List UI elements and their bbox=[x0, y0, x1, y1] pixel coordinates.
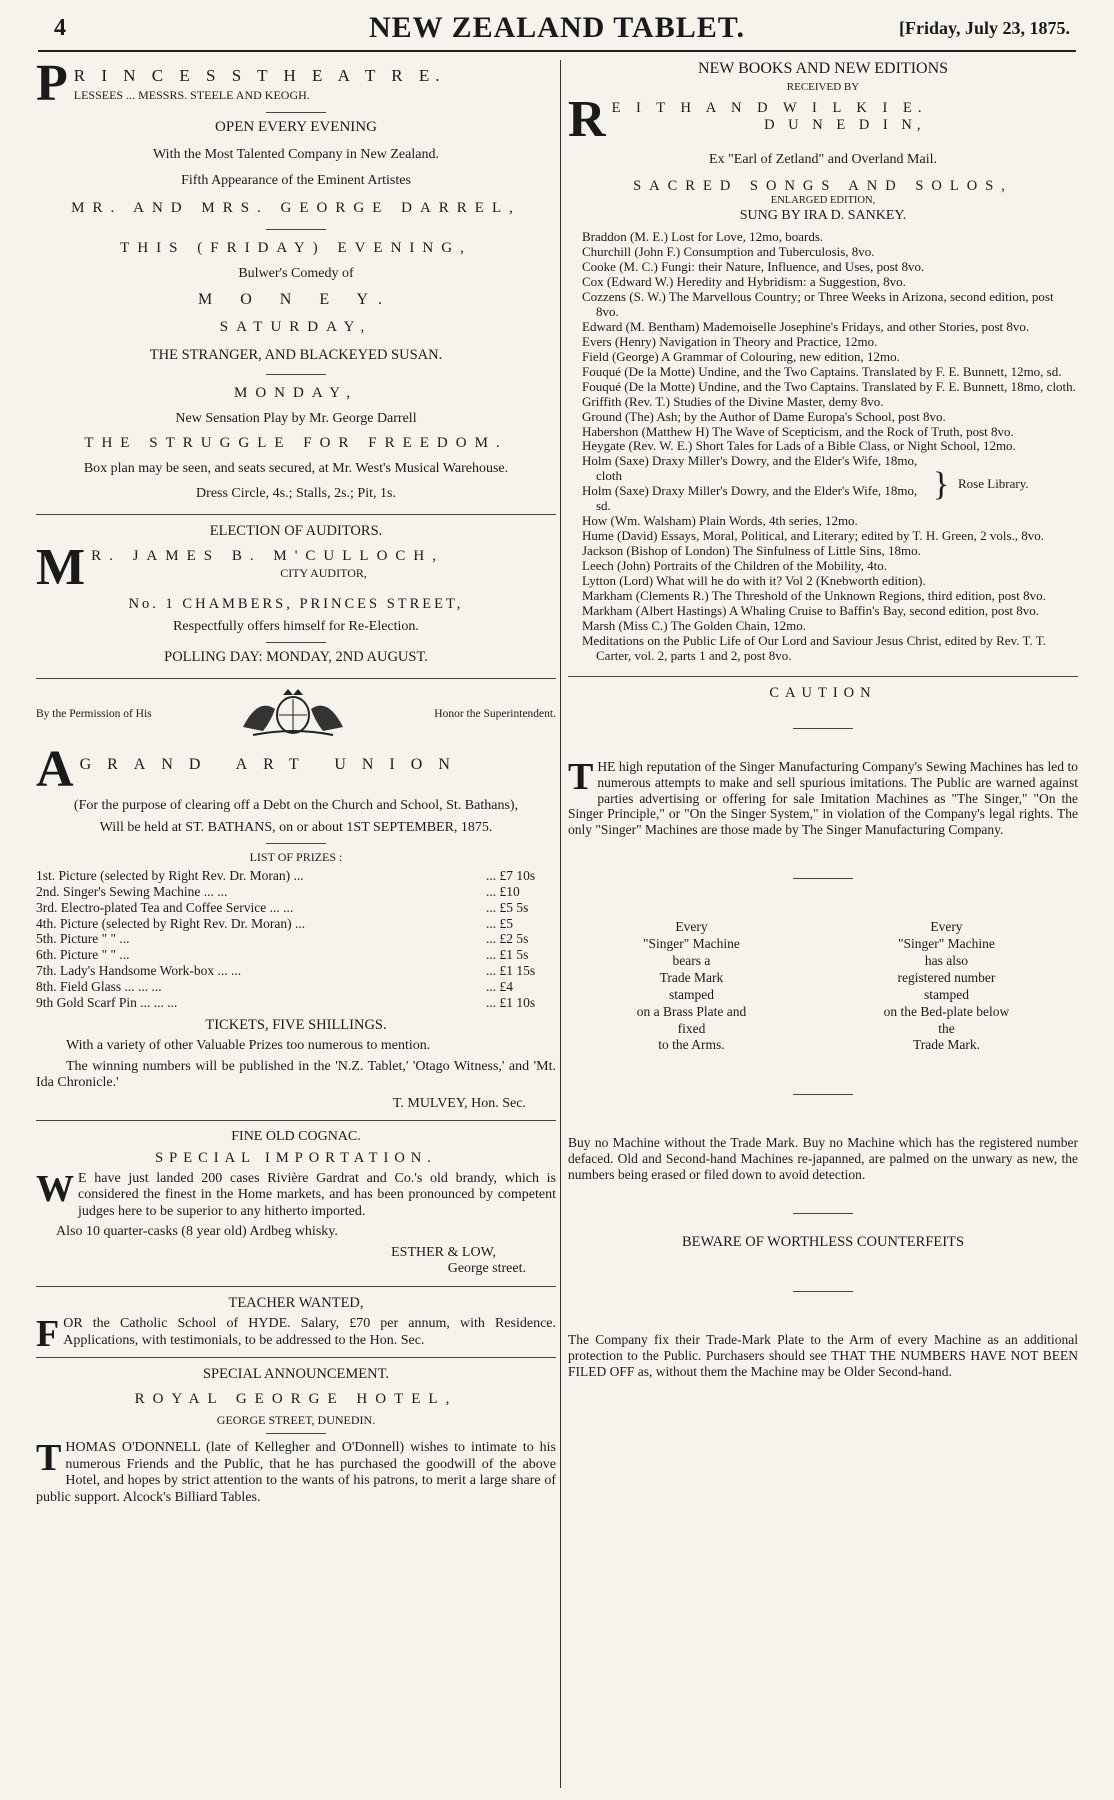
book-entry: Fouqué (De la Motte) Undine, and the Two Captains. Translated by F. E. Bunnett, 18mo, cloth. bbox=[582, 378, 1076, 394]
trade-mark-line: the bbox=[938, 1020, 955, 1036]
prize-value: ... £2 5s bbox=[486, 931, 529, 947]
money-title: M O N E Y. bbox=[197, 290, 394, 308]
books-title: NEW BOOKS AND NEW EDITIONS bbox=[697, 60, 949, 77]
prizes-variety: With a variety of other Valuable Prizes too numerous to mention. bbox=[66, 1038, 431, 1054]
prize-list bbox=[36, 868, 556, 1011]
drop-cap: T bbox=[568, 755, 594, 798]
trade-mark-line: on the Bed-plate below bbox=[883, 1003, 1010, 1019]
prize-value: ... £5 5s bbox=[486, 899, 529, 915]
column-divider bbox=[560, 60, 561, 1788]
teacher-title: TEACHER WANTED, bbox=[228, 1294, 364, 1311]
prize-row bbox=[36, 931, 556, 947]
art-union-held: Will be held at ST. BATHANS, on or about 1ST SEPTEMBER, 1875. bbox=[99, 820, 493, 836]
theatre-advert bbox=[36, 60, 556, 502]
drop-cap: F bbox=[36, 1313, 60, 1356]
drop-cap: T bbox=[36, 1437, 62, 1480]
prize-value: ... £7 10s bbox=[486, 867, 536, 883]
book-entry: Cox (Edward W.) Heredity and Hybridism: a Suggestion, 8vo. bbox=[582, 274, 906, 290]
teacher-body: OR the Catholic School of HYDE. Salary, £70 per annum, with Residence. Applications, with testimonials, to be addressed to the Hon. Sec. bbox=[63, 1316, 556, 1348]
trade-mark-line: Every bbox=[930, 919, 963, 935]
prize-name: 8th. Field Glass ... ... ... bbox=[36, 979, 162, 995]
election-advert bbox=[36, 523, 556, 666]
theatre-lessees: LESSEES ... MESSRS. STEELE AND KEOGH. bbox=[73, 88, 310, 103]
friday-evening: THIS (FRIDAY) EVENING, bbox=[120, 240, 472, 257]
rose-library-label: Rose Library. bbox=[958, 475, 1029, 491]
permission-left: By the Permission of His bbox=[36, 707, 152, 720]
artists-line: MR. AND MRS. GEORGE DARREL, bbox=[71, 199, 521, 216]
masthead bbox=[38, 6, 1076, 52]
trade-mark-line: Trade Mark. bbox=[912, 1037, 980, 1053]
book-entry: Meditations on the Public Life of Our Lord and Saviour Jesus Christ, edited by Rev. T. T. Carter, vol. 2, parts 1 and 2, post 8vo. bbox=[582, 632, 1046, 663]
stranger-line: THE STRANGER, AND BLACKEYED SUSAN. bbox=[149, 347, 443, 364]
re-election: Respectfully offers himself for Re-Election. bbox=[173, 619, 419, 635]
royal-crest-icon bbox=[233, 687, 353, 742]
teacher-advert bbox=[36, 1294, 556, 1356]
trade-mark-line: stamped bbox=[923, 986, 969, 1002]
book-entry: Edward (M. Bentham) Mademoiselle Josephine's Fridays, and other Stories, post 8vo. bbox=[582, 318, 1030, 334]
trade-mark-line: has also bbox=[924, 953, 969, 969]
prize-row bbox=[36, 916, 556, 932]
book-entry: How (Wm. Walsham) Plain Words, 4th series, 12mo. bbox=[582, 513, 858, 529]
winning-numbers: The winning numbers will be published in the 'N.Z. Tablet,' 'Otago Witness,' and 'Mt. Ida Chronicle.' bbox=[36, 1058, 556, 1091]
book-entry: Lytton (Lord) What will he do with it? Vol 2 (Knebworth edition). bbox=[582, 572, 926, 588]
book-entry: Fouqué (De la Motte) Undine, and the Two Captains. Translated by F. E. Bunnett, 12mo, sd. bbox=[582, 363, 1062, 379]
company-line: With the Most Talented Company in New Zealand. bbox=[153, 146, 439, 162]
drop-cap: W bbox=[36, 1167, 74, 1210]
art-union-title: GRAND ART UNION bbox=[79, 755, 466, 773]
book-entry: Leech (John) Portraits of the Children of the Mobility, 4to. bbox=[582, 557, 887, 573]
bookseller-name: E I T H A N D W I L K I E. bbox=[611, 99, 928, 116]
prize-value: ... £10 bbox=[486, 883, 520, 899]
prize-value: ... £5 bbox=[486, 915, 513, 931]
book-entry: Field (George) A Grammar of Colouring, new edition, 12mo. bbox=[582, 348, 900, 364]
cognac-advert bbox=[36, 1129, 556, 1278]
book-entry: Jackson (Bishop of London) The Sinfulness of Little Sins, 18mo. bbox=[582, 543, 921, 559]
book-entry: Griffith (Rev. T.) Studies of the Divine Master, demy 8vo. bbox=[582, 393, 884, 409]
book-entry: Holm (Saxe) Draxy Miller's Dowry, and the Elder's Wife, 18mo, cloth bbox=[582, 453, 918, 484]
polling-day: POLLING DAY: MONDAY, 2ND AUGUST. bbox=[164, 648, 428, 665]
prize-name: 7th. Lady's Handsome Work-box ... ... bbox=[36, 963, 242, 979]
prize-value: ... £1 5s bbox=[486, 947, 529, 963]
open-every-evening: OPEN EVERY EVENING bbox=[215, 119, 377, 135]
trade-mark-line: "Singer" Machine bbox=[898, 936, 995, 952]
special-announcement: SPECIAL ANNOUNCEMENT. bbox=[202, 1366, 390, 1383]
fifth-appearance: Fifth Appearance of the Eminent Artistes bbox=[181, 173, 411, 189]
prize-row bbox=[36, 963, 556, 979]
drop-cap: M bbox=[36, 544, 86, 591]
monday-line: MONDAY, bbox=[234, 385, 358, 402]
trade-mark-line: registered number bbox=[897, 969, 996, 985]
trade-mark-line: fixed bbox=[677, 1020, 706, 1036]
candidate-name: R. JAMES B. M'CULLOCH, bbox=[91, 548, 444, 565]
trade-mark-line: Every bbox=[675, 919, 708, 935]
box-plan: Box plan may be seen, and seats secured, at Mr. West's Musical Warehouse. bbox=[83, 461, 509, 477]
received-by: RECEIVED BY bbox=[786, 80, 860, 93]
trade-mark-line: Trade Mark bbox=[659, 969, 724, 985]
cognac-whisky: Also 10 quarter-casks (8 year old) Ardbeg whisky. bbox=[56, 1224, 338, 1240]
hotel-street: GEORGE STREET, DUNEDIN. bbox=[216, 1412, 376, 1427]
candidate-role: CITY AUDITOR, bbox=[280, 566, 367, 580]
trade-mark-line: to the Arms. bbox=[658, 1037, 725, 1053]
prize-row bbox=[36, 868, 556, 884]
art-union-signature: T. MULVEY, Hon. Sec. bbox=[392, 1095, 526, 1111]
drop-cap: R bbox=[568, 95, 606, 142]
new-play-line: New Sensation Play by Mr. George Darrell bbox=[175, 410, 417, 426]
tickets: TICKETS, FIVE SHILLINGS. bbox=[205, 1017, 387, 1034]
book-entry: Markham (Albert Hastings) A Whaling Cruise to Baffin's Bay, second edition, post 8vo. bbox=[582, 602, 1040, 618]
cognac-title: FINE OLD COGNAC. bbox=[231, 1129, 361, 1145]
prize-name: 5th. Picture " " ... bbox=[36, 931, 130, 947]
buy-no-machine: Buy no Machine without the Trade Mark. Buy no Machine which has the registered number defaced. Old and Second-hand Machines re-japanned, are palmed on the unwary as new, the numbers being erased or filed down to avoid detection. bbox=[568, 1135, 1078, 1183]
prize-row bbox=[36, 947, 556, 963]
prize-name: 9th Gold Scarf Pin ... ... ... bbox=[36, 995, 178, 1011]
cognac-body: E have just landed 200 cases Rivière Gardrat and Co.'s old brandy, which is considered the finest in the Home markets, and has been pronounced by competent judges here to be superior to any hitherto imported. bbox=[78, 1170, 556, 1219]
singer-caution-advert bbox=[568, 685, 1078, 1380]
book-entry: Heygate (Rev. W. E.) Short Tales for Lads of a Bible Class, or Night School, 12mo. bbox=[582, 438, 1016, 454]
prize-name: 2nd. Singer's Sewing Machine ... ... bbox=[36, 883, 228, 899]
prize-value: ... £1 10s bbox=[486, 995, 536, 1011]
hotel-body: HOMAS O'DONNELL (late of Kellegher and O'Donnell) wishes to intimate to his numerous Friends and the Public, that he has purchased the goodwill of the above Hotel, and hopes by strict attention to the wants of his patrons, to merit a large share of public support. Alcock's Billiard Tables. bbox=[36, 1440, 556, 1505]
candidate-address: No. 1 CHAMBERS, PRINCES STREET, bbox=[128, 596, 464, 613]
prize-value: ... £4 bbox=[486, 979, 513, 995]
comedy-line: Bulwer's Comedy of bbox=[238, 266, 354, 282]
sacred-songs: SACRED SONGS AND SOLOS, bbox=[633, 178, 1013, 195]
book-entry: Habershon (Matthew H) The Wave of Scepticism, and the Rock of Truth, post 8vo. bbox=[582, 423, 1014, 439]
trade-mark-line: on a Brass Plate and bbox=[636, 1003, 747, 1019]
beware-counterfeits: BEWARE OF WORTHLESS COUNTERFEITS bbox=[681, 1234, 965, 1251]
prize-row bbox=[36, 884, 556, 900]
sung-by: SUNG BY IRA D. SANKEY. bbox=[739, 207, 907, 223]
prize-name: 3rd. Electro-plated Tea and Coffee Service ... ... bbox=[36, 899, 294, 915]
book-list: Braddon (M. E.) Lost for Love, 12mo, boards. Churchill (John F.) Consumption and Tuberculosis, 8vo. Cooke (M. C.) Fungi: their Nature, Influence, and Uses, post 8vo. Cox (Edward W.) Heredity and Hybridism: a Suggestion, 8vo. Cozzens (S. W.) The Marvellous Country; or Three Weeks in Arizona, second edition, post 8vo. Edward (M. Bentham) Mademoiselle Josephine's Fridays, and other Stories, post 8vo. Evers (Henry) Navigation in Theory and Practice, 12mo. Field (George) A Grammar of Colouring, new edition, 12mo. Fouqué (De la Motte) Undine, and the Two Captains. Translated by F. E. Bunnett, 12mo, sd. Fouqué (De la Motte) Undine, and the Two Captains. Translated by F. E. Bunnett, 18mo, cloth. Griffith (Rev. T.) Studies of the Divine Master, demy 8vo. Ground (The) Ash; by the Author of Dame Europa's School, post 8vo. Habershon (Matthew H) The Wave of Scepticism, and the Rock of Truth, post 8vo. Heygate (Rev. W. E.) Short Tales for Lads of a Bible Class, or Night School, 12mo. Holm (Saxe) Draxy Miller's Dowry, and the Elder's Wife, 18mo, cloth Holm (Saxe) Draxy Miller's Dowry, and the Elder's Wife, 18mo, sd. } Rose Library. How (Wm. Walsham) Plain Words, 4th series, 12mo. Hume (David) Essays, Moral, Political, and Literary; edited by T. H. Green, 2 vols., 8vo. Jackson (Bishop of London) The Sinfulness of Little Sins, 18mo. Leech (John) Portraits of the Children of the Mobility, 4to. Lytton (Lord) What will he do with it? Vol 2 (Knebworth edition). Markham (Clements R.) The Threshold of the Unknown Regions, third edition, post 8vo. Markham (Albert Hastings) A Whaling Cruise to Baffin's Bay, second edition, post 8vo. Marsh (Miss C.) The Golden Chain, 12mo. Meditations on the Public Life of Our Lord and Saviour Jesus Christ, edited by Rev. T. T. Carter, vol. 2, parts 1 and 2, post 8vo. bbox=[568, 230, 1078, 663]
prize-row bbox=[36, 900, 556, 916]
book-entry: Markham (Clements R.) The Threshold of the Unknown Regions, third edition, post 8vo. bbox=[582, 587, 1046, 603]
saturday-line: SATURDAY, bbox=[219, 319, 373, 336]
prize-row bbox=[36, 995, 556, 1011]
struggle-line: THE STRUGGLE FOR FREEDOM. bbox=[84, 435, 508, 452]
book-entry: Ground (The) Ash; by the Author of Dame Europa's School, post 8vo. bbox=[582, 408, 946, 424]
election-title: ELECTION OF AUDITORS. bbox=[209, 523, 383, 540]
prize-name: 1st. Picture (selected by Right Rev. Dr. Moran) ... bbox=[36, 867, 304, 883]
caution-title: CAUTION bbox=[769, 684, 877, 701]
brass-plate-column bbox=[637, 919, 746, 1054]
newspaper-title: NEW ZEALAND TABLET. bbox=[368, 11, 746, 44]
art-union-purpose: (For the purpose of clearing off a Debt on the Church and School, St. Bathans), bbox=[73, 797, 519, 813]
company-protection: The Company fix their Trade-Mark Plate to the Arm of every Machine as an additional protection to the Public. Purchasers should see THAT THE NUMBERS HAVE NOT BEEN FILED OFF as, without them the Machine may be Older Second-hand. bbox=[568, 1332, 1078, 1379]
trade-mark-line: "Singer" Machine bbox=[643, 936, 740, 952]
royal-george-advert bbox=[36, 1366, 556, 1506]
prize-value: ... £1 15s bbox=[486, 963, 536, 979]
enlarged-edition: ENLARGED EDITION, bbox=[770, 195, 876, 207]
book-entry: Marsh (Miss C.) The Golden Chain, 12mo. bbox=[582, 617, 806, 633]
book-entry: Evers (Henry) Navigation in Theory and Practice, 12mo. bbox=[582, 333, 878, 349]
trade-mark-columns bbox=[568, 919, 1078, 1054]
art-union-advert bbox=[36, 687, 556, 1112]
prize-name: 4th. Picture (selected by Right Rev. Dr. Moran) ... bbox=[36, 915, 306, 931]
trade-mark-line: stamped bbox=[668, 986, 714, 1002]
issue-date: [Friday, July 23, 1875. bbox=[898, 18, 1070, 38]
book-entry: Cozzens (S. W.) The Marvellous Country; or Three Weeks in Arizona, second edition, post 8vo. bbox=[582, 289, 1054, 320]
prices: Dress Circle, 4s.; Stalls, 2s.; Pit, 1s. bbox=[196, 485, 396, 501]
book-entry: Cooke (M. C.) Fungi: their Nature, Influence, and Uses, post 8vo. bbox=[582, 259, 925, 275]
caution-body: HE high reputation of the Singer Manufacturing Company's Sewing Machines has led to numerous attempts to make and sell spurious imitations. The Public are warned against parties advertising or offering for sale Imitation Machines as "The Singer," "On the Singer Principle," or "On the Singer System," in violation of the Company's legal rights. The only "Singer" Machines are those made by The Singer Manufacturing Company. bbox=[568, 758, 1078, 838]
bookseller-city: D U N E D I N, bbox=[764, 116, 926, 133]
shipment-line: Ex "Earl of Zetland" and Overland Mail. bbox=[709, 151, 937, 167]
hotel-name: ROYAL GEORGE HOTEL, bbox=[134, 1391, 458, 1408]
page-number: 4 bbox=[54, 15, 66, 41]
book-entry: Holm (Saxe) Draxy Miller's Dowry, and the Elder's Wife, 18mo, sd. bbox=[582, 483, 918, 514]
cognac-address: George street. bbox=[447, 1261, 526, 1277]
cognac-signature: ESTHER & LOW, bbox=[391, 1244, 496, 1260]
theatre-title: R I N C E S S T H E A T R E. bbox=[73, 66, 446, 85]
prize-row bbox=[36, 979, 556, 995]
book-entry: Churchill (John F.) Consumption and Tuberculosis, 8vo. bbox=[582, 244, 875, 260]
book-entry: Braddon (M. E.) Lost for Love, 12mo, boards. bbox=[582, 229, 824, 245]
trade-mark-line: bears a bbox=[672, 953, 711, 969]
cognac-subtitle: SPECIAL IMPORTATION. bbox=[155, 1149, 437, 1166]
book-entry: Hume (David) Essays, Moral, Political, and Literary; edited by T. H. Green, 2 vols., 8vo. bbox=[582, 528, 1045, 544]
bed-plate-column bbox=[884, 919, 1010, 1054]
permission-right: Honor the Superintendent. bbox=[434, 707, 556, 720]
right-column bbox=[568, 60, 1078, 1788]
prize-name: 6th. Picture " " ... bbox=[36, 947, 130, 963]
drop-cap: A bbox=[36, 745, 74, 792]
drop-cap: P bbox=[36, 60, 68, 106]
books-advert bbox=[568, 60, 1078, 664]
prize-list-title: LIST OF PRIZES : bbox=[249, 849, 343, 864]
left-column bbox=[36, 60, 556, 1788]
